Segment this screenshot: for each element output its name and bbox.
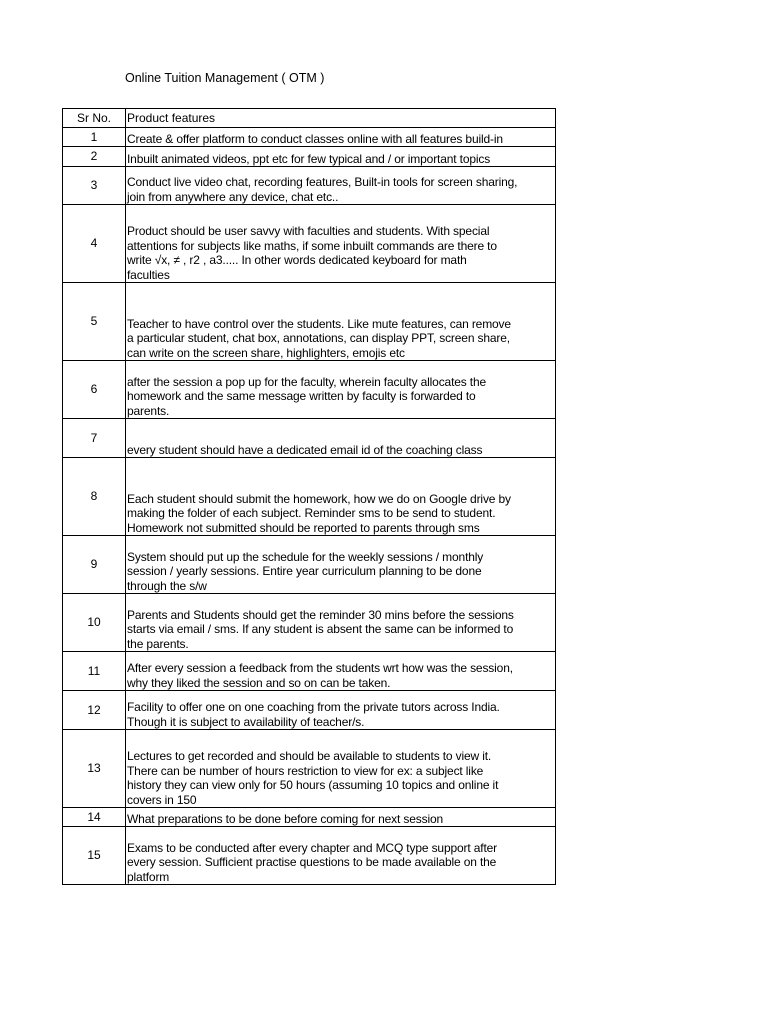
- feature-line: faculties: [127, 267, 170, 282]
- row-number: 9: [63, 536, 126, 594]
- table-row: [63, 458, 556, 536]
- table-row: [63, 652, 556, 691]
- feature-text: [126, 652, 556, 691]
- feature-text: [126, 458, 556, 536]
- feature-line: platform: [127, 869, 170, 884]
- feature-text: [126, 283, 556, 361]
- table-row: [63, 419, 556, 458]
- feature-line: write √x, ≠ , r2 , a3..... In other words dedicated keyboard for math: [127, 253, 467, 267]
- feature-line: System should put up the schedule for the weekly sessions / monthly: [127, 549, 484, 564]
- feature-line: After every session a feedback from the students wrt how was the session,: [127, 661, 513, 675]
- row-number: 10: [63, 594, 126, 652]
- header-product-features: Product features: [126, 109, 556, 128]
- feature-text: [126, 205, 556, 283]
- feature-line: What preparations to be done before coming for next session: [127, 811, 444, 826]
- table-row: [63, 594, 556, 652]
- feature-line: Homework not submitted should be reported to parents through sms: [127, 520, 480, 535]
- row-number: 12: [63, 691, 126, 730]
- feature-line: every student should have a dedicated email id of the coaching class: [127, 442, 483, 457]
- feature-line: the parents.: [127, 636, 189, 651]
- feature-text: [126, 594, 556, 652]
- row-number: 1: [63, 128, 126, 147]
- feature-text: [126, 691, 556, 730]
- feature-text: [126, 419, 556, 458]
- feature-line: Inbuilt animated videos, ppt etc for few typical and / or important topics: [127, 151, 491, 166]
- feature-line: after the session a pop up for the faculty, wherein faculty allocates the: [127, 374, 487, 389]
- feature-text: [126, 128, 556, 147]
- table-row: [63, 827, 556, 885]
- feature-line: Conduct live video chat, recording features, Built-in tools for screen sharing,: [127, 175, 518, 189]
- row-number: 13: [63, 730, 126, 808]
- table-header-row: [63, 109, 556, 128]
- row-number: 8: [63, 458, 126, 536]
- feature-line: session / yearly sessions. Entire year curriculum planning to be done: [127, 564, 482, 578]
- feature-line: a particular student, chat box, annotations, can display PPT, screen share,: [127, 331, 510, 345]
- row-number: 5: [63, 283, 126, 361]
- feature-line: There can be number of hours restriction to view for ex: a subject like: [127, 763, 484, 778]
- row-number: 4: [63, 205, 126, 283]
- table-row: [63, 536, 556, 594]
- row-number: 14: [63, 808, 126, 827]
- table-row: [63, 361, 556, 419]
- product-features-table: [62, 108, 556, 885]
- table-row: [63, 128, 556, 147]
- feature-text: [126, 361, 556, 419]
- document-title: Online Tuition Management ( OTM ): [125, 71, 325, 85]
- feature-line: Each student should submit the homework, how we do on Google drive by: [127, 491, 511, 506]
- feature-line: making the folder of each subject. Reminder sms to be send to student.: [127, 506, 496, 520]
- table-row: [63, 283, 556, 361]
- feature-text: [126, 147, 556, 167]
- table-row: [63, 147, 556, 167]
- row-number: 2: [63, 147, 126, 167]
- feature-line: parents.: [127, 403, 170, 418]
- feature-line: Though it is subject to availability of teacher/s.: [127, 714, 365, 729]
- header-sr-no: Sr No.: [63, 109, 126, 128]
- feature-text: [126, 536, 556, 594]
- table-row: [63, 730, 556, 808]
- feature-line: Product should be user savvy with faculties and students. With special: [127, 224, 490, 238]
- feature-line: every session. Sufficient practise questions to be made available on the: [127, 855, 497, 869]
- row-number: 7: [63, 419, 126, 458]
- feature-text: [126, 827, 556, 885]
- row-number: 11: [63, 652, 126, 691]
- table-row: [63, 808, 556, 827]
- feature-line: Create & offer platform to conduct classes online with all features build-in: [127, 131, 503, 146]
- feature-text: [126, 808, 556, 827]
- feature-line: covers in 150: [127, 792, 197, 807]
- feature-line: attentions for subjects like maths, if some inbuilt commands are there to: [127, 238, 497, 253]
- table-row: [63, 167, 556, 205]
- feature-text: [126, 167, 556, 205]
- feature-line: starts via email / sms. If any student is absent the same can be informed to: [127, 622, 514, 636]
- feature-line: through the s/w: [127, 578, 207, 593]
- feature-line: why they liked the session and so on can be taken.: [127, 675, 391, 690]
- feature-text: [126, 730, 556, 808]
- feature-line: Lectures to get recorded and should be available to students to view it.: [127, 749, 492, 763]
- table-row: [63, 205, 556, 283]
- feature-line: Parents and Students should get the reminder 30 mins before the sessions: [127, 607, 514, 622]
- row-number: 15: [63, 827, 126, 885]
- feature-line: Facility to offer one on one coaching from the private tutors across India.: [127, 700, 500, 714]
- feature-line: history they can view only for 50 hours (assuming 10 topics and online it: [127, 778, 499, 792]
- feature-line: Teacher to have control over the students. Like mute features, can remove: [127, 316, 511, 331]
- row-number: 3: [63, 167, 126, 205]
- feature-line: Exams to be conducted after every chapter and MCQ type support after: [127, 840, 497, 855]
- row-number: 6: [63, 361, 126, 419]
- table-row: [63, 691, 556, 730]
- feature-line: join from anywhere any device, chat etc..: [127, 189, 339, 204]
- feature-line: can write on the screen share, highlighters, emojis etc: [127, 345, 405, 360]
- feature-line: homework and the same message written by faculty is forwarded to: [127, 389, 476, 403]
